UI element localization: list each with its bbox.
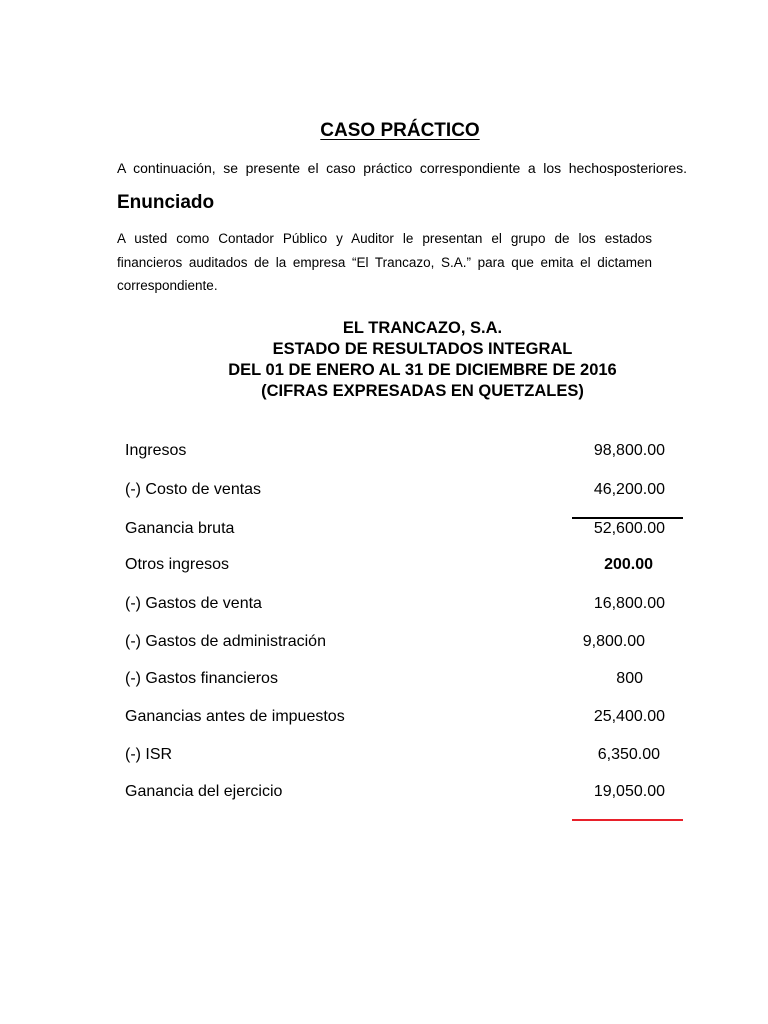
- subtotal-rule: [572, 517, 683, 519]
- statement-row-ganancia-ejercicio: [125, 783, 665, 807]
- company-name: EL TRANCAZO, S.A.: [342, 319, 503, 337]
- row-label: Ganancia bruta: [125, 520, 235, 537]
- section-heading: Enunciado: [117, 192, 215, 213]
- row-amount: 16,800.00: [593, 595, 665, 612]
- statement-row-gastos-administracion: [125, 633, 665, 657]
- statement-header: [150, 318, 695, 402]
- row-amount: 800: [616, 670, 643, 687]
- row-label: (-) Costo de ventas: [125, 481, 262, 498]
- statement-currency: (CIFRAS EXPRESADAS EN QUETZALES): [261, 382, 584, 400]
- row-label: (-) Gastos de administración: [125, 633, 326, 650]
- row-amount: 46,200.00: [593, 481, 665, 498]
- row-amount: 9,800.00: [582, 633, 645, 650]
- statement-row-gastos-financieros: [125, 670, 665, 694]
- statement-row-ganancia-bruta: [125, 520, 665, 544]
- statement-period: DEL 01 DE ENERO AL 31 DE DICIEMBRE DE 2016: [228, 361, 617, 379]
- statement-row-costo-ventas: [125, 481, 665, 505]
- row-amount: 6,350.00: [597, 746, 660, 763]
- row-amount: 52,600.00: [593, 520, 665, 537]
- case-paragraph: A usted como Contador Público y Auditor le presentan el grupo de los estados financieros auditados de la empresa “El Trancazo, S.A.” para que emita el dictamen correspondiente.: [117, 231, 652, 293]
- statement-row-isr: [125, 746, 665, 770]
- page-title: CASO PRÁCTICO: [320, 120, 480, 141]
- row-label: Ingresos: [125, 442, 187, 459]
- row-amount: 25,400.00: [593, 708, 665, 725]
- row-label: (-) Gastos financieros: [125, 670, 278, 687]
- final-total-rule: [572, 819, 683, 821]
- row-amount: 19,050.00: [593, 783, 665, 800]
- row-amount: 200.00: [604, 556, 653, 573]
- row-amount: 98,800.00: [593, 442, 665, 459]
- row-label: Ganancias antes de impuestos: [125, 708, 345, 725]
- row-label: (-) Gastos de venta: [125, 595, 262, 612]
- statement-row-ganancias-antes-impuestos: [125, 708, 665, 732]
- row-label: Otros ingresos: [125, 556, 230, 573]
- row-label: (-) ISR: [125, 746, 173, 763]
- row-label: Ganancia del ejercicio: [125, 783, 283, 800]
- statement-title: ESTADO DE RESULTADOS INTEGRAL: [272, 340, 573, 358]
- statement-row-otros-ingresos: [125, 556, 665, 580]
- statement-row-ingresos: [125, 442, 665, 466]
- statement-row-gastos-venta: [125, 595, 665, 619]
- intro-text: A continuación, se presente el caso práctico correspondiente a los hechosposteriores.: [117, 160, 687, 176]
